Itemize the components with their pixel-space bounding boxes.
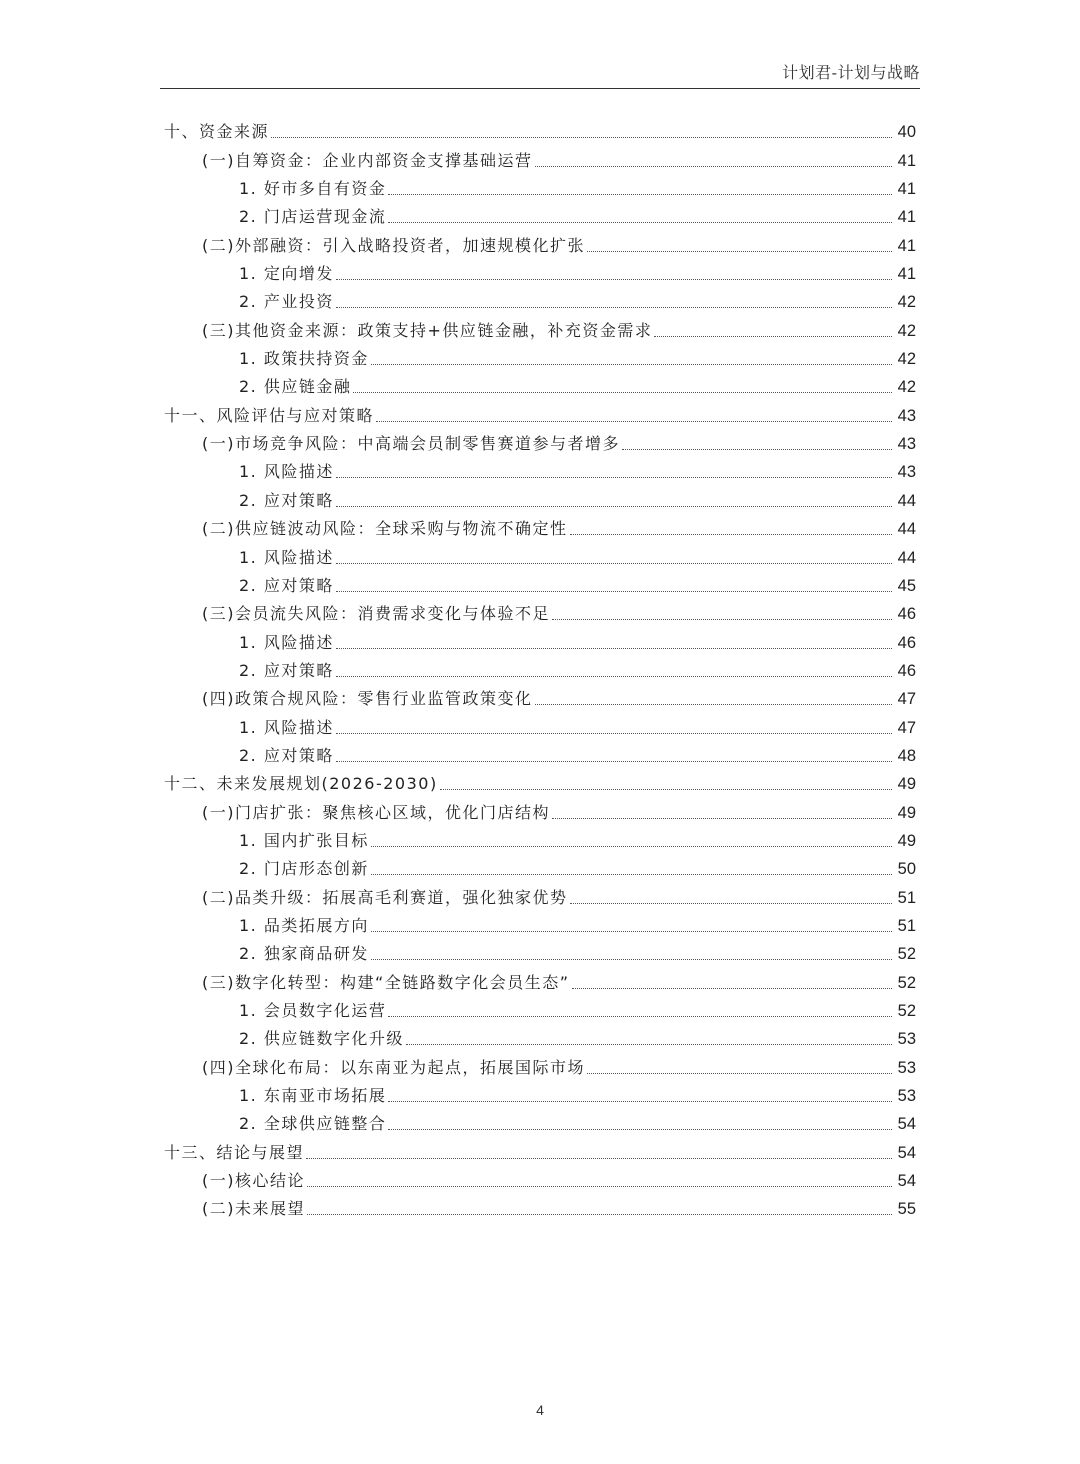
toc-dot-leader bbox=[336, 591, 892, 592]
toc-entry[interactable] bbox=[164, 143, 916, 171]
toc-entry[interactable] bbox=[164, 1135, 916, 1163]
toc-entry-page: 52 bbox=[897, 945, 916, 964]
toc-dot-leader bbox=[307, 1214, 892, 1215]
toc-entry-title: 1. 会员数字化运营 bbox=[239, 1001, 387, 1020]
toc-entry-title: (四)全球化布局：以东南亚为起点，拓展国际市场 bbox=[202, 1057, 585, 1077]
toc-entry-page: 46 bbox=[897, 633, 916, 652]
toc-entry-title: 2. 产业投资 bbox=[239, 292, 334, 312]
toc-dot-leader bbox=[572, 988, 892, 989]
toc-entry[interactable] bbox=[164, 285, 916, 313]
toc-entry-title: 1. 风险描述 bbox=[239, 462, 334, 482]
toc-entry[interactable] bbox=[164, 569, 916, 597]
toc-entry[interactable] bbox=[164, 824, 916, 852]
toc-entry-page: 44 bbox=[897, 491, 916, 510]
toc-entry-title: 2. 独家商品研发 bbox=[239, 944, 369, 964]
toc-entry-title: 2. 应对策略 bbox=[239, 660, 334, 680]
toc-dot-leader bbox=[388, 1016, 892, 1017]
toc-entry-title: (一)市场竞争风险：中高端会员制零售赛道参与者增多 bbox=[202, 434, 620, 454]
toc-dot-leader bbox=[371, 874, 892, 875]
toc-entry[interactable] bbox=[164, 654, 916, 682]
toc-dot-leader bbox=[271, 137, 892, 138]
toc-dot-leader bbox=[622, 449, 892, 450]
toc-entry[interactable] bbox=[164, 200, 916, 228]
toc-entry[interactable] bbox=[164, 1107, 916, 1135]
toc-entry[interactable] bbox=[164, 313, 916, 341]
toc-entry-title: (一)核心结论 bbox=[202, 1171, 305, 1191]
toc-entry-page: 51 bbox=[897, 916, 916, 935]
toc-entry-page: 52 bbox=[897, 973, 916, 992]
toc-entry-title: 1. 风险描述 bbox=[239, 717, 334, 737]
toc-entry-title: (三)其他资金来源：政策支持+供应链金融，补充资金需求 bbox=[202, 320, 653, 340]
toc-dot-leader bbox=[336, 279, 892, 280]
toc-entry[interactable] bbox=[164, 682, 916, 710]
toc-entry-title: (二)未来展望 bbox=[202, 1199, 305, 1219]
toc-entry[interactable] bbox=[164, 597, 916, 625]
toc-entry-page: 44 bbox=[897, 520, 916, 539]
toc-entry-page: 48 bbox=[897, 746, 916, 765]
toc-dot-leader bbox=[336, 563, 892, 564]
toc-entry-title: (四)政策合规风险：零售行业监管政策变化 bbox=[202, 689, 533, 709]
toc-entry-title: (一)自筹资金：企业内部资金支撑基础运营 bbox=[202, 150, 533, 170]
toc-entry-title: 2. 全球供应链整合 bbox=[239, 1114, 387, 1134]
toc-entry-title: 1. 好市多自有资金 bbox=[239, 179, 387, 199]
toc-entry[interactable] bbox=[164, 512, 916, 540]
toc-entry[interactable] bbox=[164, 795, 916, 823]
toc-entry-title: 十三、结论与展望 bbox=[164, 1142, 305, 1162]
toc-entry-page: 42 bbox=[897, 321, 916, 340]
toc-entry-page: 49 bbox=[897, 831, 916, 850]
toc-dot-leader bbox=[306, 1158, 892, 1159]
toc-entry-page: 46 bbox=[897, 605, 916, 624]
toc-dot-leader bbox=[307, 1186, 892, 1187]
toc-entry-page: 51 bbox=[897, 888, 916, 907]
toc-entry-page: 55 bbox=[897, 1200, 916, 1219]
toc-entry-title: 1. 风险描述 bbox=[239, 547, 334, 567]
toc-dot-leader bbox=[388, 1129, 892, 1130]
toc-dot-leader bbox=[406, 1044, 892, 1045]
toc-entry[interactable] bbox=[164, 909, 916, 937]
toc-entry[interactable] bbox=[164, 1164, 916, 1192]
toc-entry[interactable] bbox=[164, 398, 916, 426]
toc-entry-title: 2. 门店形态创新 bbox=[239, 859, 369, 879]
toc-entry[interactable] bbox=[164, 257, 916, 285]
toc-entry[interactable] bbox=[164, 172, 916, 200]
toc-dot-leader bbox=[336, 733, 892, 734]
toc-entry[interactable] bbox=[164, 540, 916, 568]
toc-dot-leader bbox=[388, 1101, 892, 1102]
toc-dot-leader bbox=[535, 166, 893, 167]
toc-entry-page: 41 bbox=[897, 208, 916, 227]
toc-entry-page: 49 bbox=[897, 803, 916, 822]
toc-entry-title: 十一、风险评估与应对策略 bbox=[164, 405, 375, 425]
toc-entry[interactable] bbox=[164, 455, 916, 483]
toc-dot-leader bbox=[336, 676, 892, 677]
toc-entry[interactable] bbox=[164, 880, 916, 908]
toc-dot-leader bbox=[371, 931, 892, 932]
toc-entry-page: 42 bbox=[897, 378, 916, 397]
toc-entry-page: 50 bbox=[897, 860, 916, 879]
toc-entry-page: 41 bbox=[897, 151, 916, 170]
toc-entry-title: 2. 应对策略 bbox=[239, 490, 334, 510]
toc-entry-page: 49 bbox=[897, 775, 916, 794]
toc-dot-leader bbox=[336, 307, 892, 308]
toc-entry-title: (三)数字化转型：构建“全链路数字化会员生态” bbox=[202, 972, 570, 992]
toc-entry[interactable] bbox=[164, 228, 916, 256]
toc-entry-page: 41 bbox=[897, 236, 916, 255]
toc-entry-page: 46 bbox=[897, 661, 916, 680]
toc-dot-leader bbox=[371, 846, 892, 847]
toc-dot-leader bbox=[353, 392, 892, 393]
toc-entry-page: 47 bbox=[897, 690, 916, 709]
toc-entry-page: 42 bbox=[897, 293, 916, 312]
toc-dot-leader bbox=[570, 534, 893, 535]
toc-entry-page: 54 bbox=[897, 1172, 916, 1191]
toc-dot-leader bbox=[587, 1073, 892, 1074]
toc-dot-leader bbox=[654, 336, 892, 337]
toc-entry-page: 47 bbox=[897, 718, 916, 737]
toc-dot-leader bbox=[336, 761, 892, 762]
toc-entry-page: 42 bbox=[897, 350, 916, 369]
toc-entry[interactable] bbox=[164, 1050, 916, 1078]
toc-entry[interactable] bbox=[164, 342, 916, 370]
toc-entry[interactable] bbox=[164, 937, 916, 965]
toc-entry-page: 41 bbox=[897, 180, 916, 199]
toc-entry-title: (二)供应链波动风险：全球采购与物流不确定性 bbox=[202, 519, 568, 539]
toc-entry[interactable] bbox=[164, 1079, 916, 1107]
toc-entry-title: (二)外部融资：引入战略投资者，加速规模化扩张 bbox=[202, 235, 585, 255]
toc-dot-leader bbox=[371, 364, 892, 365]
toc-entry[interactable] bbox=[164, 994, 916, 1022]
toc-entry-title: 1. 国内扩张目标 bbox=[239, 830, 369, 850]
toc-entry-page: 53 bbox=[897, 1030, 916, 1049]
toc-entry-title: 1. 品类拓展方向 bbox=[239, 915, 369, 935]
header-title: 计划君-计划与战略 bbox=[782, 63, 920, 82]
toc-entry[interactable] bbox=[164, 852, 916, 880]
toc-entry-page: 53 bbox=[897, 1058, 916, 1077]
toc-dot-leader bbox=[388, 222, 892, 223]
page-number: 4 bbox=[536, 1402, 544, 1418]
toc-entry-page: 40 bbox=[897, 123, 916, 142]
toc-dot-leader bbox=[535, 704, 893, 705]
table-of-contents bbox=[164, 115, 916, 1220]
toc-entry-page: 43 bbox=[897, 406, 916, 425]
toc-entry-title: 2. 应对策略 bbox=[239, 575, 334, 595]
toc-entry-title: (三)会员流失风险：消费需求变化与体验不足 bbox=[202, 604, 550, 624]
toc-entry-page: 43 bbox=[897, 435, 916, 454]
toc-entry[interactable] bbox=[164, 625, 916, 653]
toc-entry-title: 十二、未来发展规划(2026-2030) bbox=[164, 774, 438, 794]
toc-dot-leader bbox=[371, 959, 892, 960]
toc-entry-page: 52 bbox=[897, 1002, 916, 1020]
toc-entry[interactable] bbox=[164, 483, 916, 511]
toc-dot-leader bbox=[388, 194, 892, 195]
toc-entry-title: 2. 应对策略 bbox=[239, 745, 334, 765]
toc-entry-title: 十、资金来源 bbox=[164, 122, 270, 142]
toc-entry-title: (一)门店扩张：聚焦核心区域，优化门店结构 bbox=[202, 802, 550, 822]
toc-entry[interactable] bbox=[164, 739, 916, 767]
toc-dot-leader bbox=[552, 818, 892, 819]
toc-entry-title: 2. 供应链数字化升级 bbox=[239, 1029, 404, 1049]
toc-entry[interactable] bbox=[164, 427, 916, 455]
toc-entry[interactable] bbox=[164, 115, 916, 143]
toc-dot-leader bbox=[552, 619, 892, 620]
toc-entry[interactable] bbox=[164, 1022, 916, 1050]
toc-entry-title: 1. 定向增发 bbox=[239, 264, 334, 284]
toc-entry-page: 54 bbox=[897, 1115, 916, 1134]
toc-entry-page: 45 bbox=[897, 576, 916, 595]
page-header bbox=[160, 60, 920, 89]
toc-dot-leader bbox=[376, 421, 892, 422]
toc-dot-leader bbox=[336, 648, 892, 649]
toc-entry-title: 1. 风险描述 bbox=[239, 632, 334, 652]
toc-entry[interactable] bbox=[164, 370, 916, 398]
toc-entry[interactable] bbox=[164, 1192, 916, 1220]
toc-entry-page: 43 bbox=[897, 463, 916, 482]
toc-entry[interactable] bbox=[164, 767, 916, 795]
toc-entry[interactable] bbox=[164, 710, 916, 738]
toc-entry-page: 54 bbox=[897, 1143, 916, 1162]
toc-entry-title: 1. 东南亚市场拓展 bbox=[239, 1086, 387, 1106]
toc-entry-title: 2. 门店运营现金流 bbox=[239, 207, 387, 227]
toc-dot-leader bbox=[570, 903, 893, 904]
toc-entry-title: (二)品类升级：拓展高毛利赛道，强化独家优势 bbox=[202, 887, 568, 907]
toc-dot-leader bbox=[336, 477, 892, 478]
toc-entry[interactable] bbox=[164, 965, 916, 993]
toc-dot-leader bbox=[336, 506, 892, 507]
toc-dot-leader bbox=[440, 789, 892, 790]
toc-entry-title: 2. 供应链金融 bbox=[239, 377, 352, 397]
toc-entry-page: 53 bbox=[897, 1087, 916, 1106]
toc-entry-title: 1. 政策扶持资金 bbox=[239, 349, 369, 369]
toc-dot-leader bbox=[587, 251, 892, 252]
toc-entry-page: 44 bbox=[897, 548, 916, 567]
toc-entry-page: 41 bbox=[897, 265, 916, 284]
